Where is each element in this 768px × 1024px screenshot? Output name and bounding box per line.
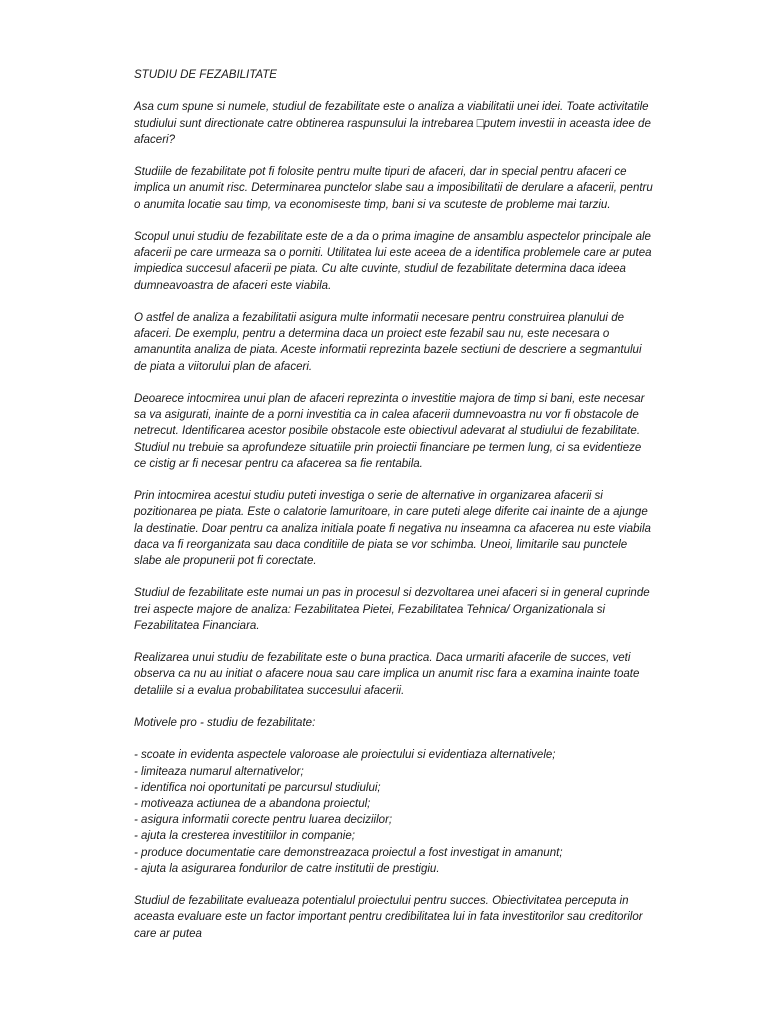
paragraph-aspects: Studiul de fezabilitate este numai un pas in procesul si dezvoltarea unei afaceri si in general cuprinde trei aspecte majore de analiza: Fezabilitatea Pietei, Fezabilitatea Tehnica/ Organizationala si Fezabilitatea Financiara.: [134, 585, 650, 632]
paragraph-closing: Studiul de fezabilitate evalueaza potentialul proiectului pentru succes. Obiectivitatea perceputa in aceasta evaluare este un factor important pentru credibilitatea lui in fata investitorilor sau creditorilor care ar putea: [134, 893, 643, 940]
list-item: - asigura informatii corecte pentru luarea deciziilor;: [134, 812, 393, 827]
list-item: - motiveaza actiunea de a abandona proiectul;: [134, 795, 371, 810]
list-item: - ajuta la asigurarea fondurilor de catre institutii de prestigiu.: [134, 860, 440, 875]
list-item: - produce documentatie care demonstreazaca proiectul a fost investigat in amanunt;: [134, 844, 563, 859]
list-item: - limiteaza numarul alternativelor;: [134, 763, 304, 778]
motive-list: [134, 746, 655, 876]
paragraph-uses: Studiile de fezabilitate pot fi folosite pentru multe tipuri de afaceri, dar in special pentru afaceri ce implica un anumit risc. Determinarea punctelor slabe sau a imposibilitatii de derulare a afacerii, pentru o anumita locatie sau timp, va economiseste timp, bani si va scuteste de probleme mai tarziu.: [134, 164, 653, 211]
paragraph-scope: Scopul unui studiu de fezabilitate este de a da o prima imagine de ansamblu aspectelor principale ale afacerii pe care urmeaza sa o porniti. Utilitatea lui este aceea de a identifica problemele care ar putea impiedica succesul afacerii pe piata. Cu alte cuvinte, studiul de fezabilitate determina daca ideea dumneavoastra de afaceri este viabila.: [134, 228, 652, 292]
document-body: [134, 66, 655, 957]
paragraph-intro: Asa cum spune si numele, studiul de fezabilitate este o analiza a viabilitatii unei idei. Toate activitatile studiului sunt directionate catre obtinerea raspunsului la intrebarea □putem investii in aceasta idee de afaceri?: [134, 99, 651, 146]
document-title: STUDIU DE FEZABILITATE: [134, 67, 278, 81]
paragraph-analysis: O astfel de analiza a fezabilitatii asigura multe informatii necesare pentru construirea planului de afaceri. De exemplu, pentru a determina daca un proiect este fezabil sau nu, este necesara o amanuntita analiza de piata. Aceste informatii reprezinta bazele sectiuni de descriere a segmantului de piata a viitorului plan de afaceri.: [134, 309, 642, 373]
paragraph-business-plan: Deoarece intocmirea unui plan de afaceri reprezinta o investitie majora de timp si bani, este necesar sa va asigurati, inainte de a porni investitia ca in calea afacerii dumnevoastra nu vor fi obstacole de netrecut. Identificarea acestor posibile obstacole este obiectivul adevarat al studiului de fezabilitate. Studiul nu trebuie sa aprofundeze situatiile prin proiectii financiare pe termen lung, ci sa evidentieze ce cistig ar fi necesar pentru ca afacerea sa fie rentabila.: [134, 390, 645, 470]
list-item: - identifica noi oportunitati pe parcursul studiului;: [134, 779, 381, 794]
paragraph-alternatives: Prin intocmirea acestui studiu puteti investiga o serie de alternative in organizarea afacerii si pozitionarea pe piata. Este o calatorie lamuritoare, in care puteti alege diferite cai inainte de a ajunge la destinatie. Doar pentru ca analiza initiala poate fi negativa nu inseamna ca afacerea nu este viabila daca va fi reorganizata sau daca conditiile de piata se vor schimba. Uneoi, limitarile sau punctele slabe ale propunerii pot fi corectate.: [134, 488, 651, 567]
paragraph-good-practice: Realizarea unui studiu de fezabilitate este o buna practica. Daca urmariti afacerile de succes, veti observa ca nu au initiat o afacere noua sau care implica un anumit risc fara a examina inainte toate detaliile si a evalua probabilitatea succesului afacerii.: [134, 650, 640, 697]
list-item: - ajuta la cresterea investitiilor in companie;: [134, 828, 355, 843]
list-item: - scoate in evidenta aspectele valoroase ale proiectului si evidentiaza alternativele;: [134, 747, 556, 762]
motive-heading: Motivele pro - studiu de fezabilitate:: [134, 714, 316, 729]
